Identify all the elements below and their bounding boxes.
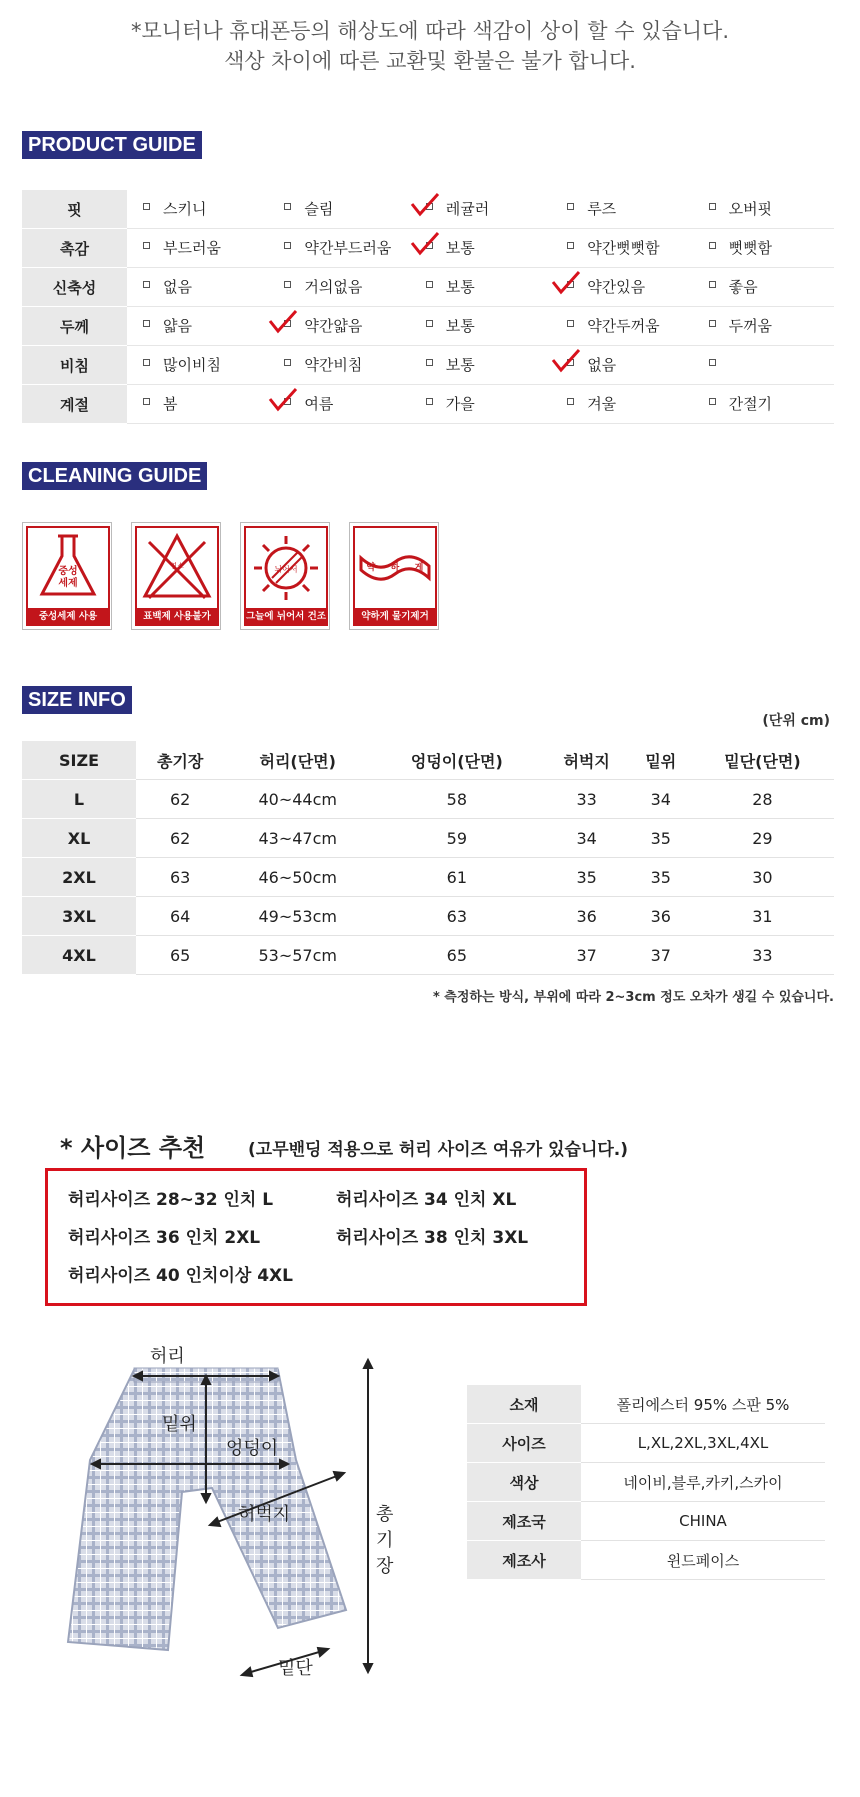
spec-value: CHINA <box>581 1502 825 1541</box>
checkbox-icon <box>143 281 150 288</box>
guide-option <box>693 307 834 346</box>
guide-option <box>268 307 409 346</box>
guide-option-label: 보통 <box>445 278 475 296</box>
guide-option <box>693 385 834 424</box>
guide-option-label: 약간두꺼움 <box>587 317 660 335</box>
gentle-wring-icon <box>355 528 435 608</box>
checkbox-icon <box>143 242 150 249</box>
guide-row <box>22 346 834 385</box>
size-info-table <box>22 741 834 975</box>
guide-option-label: 약간부드러움 <box>304 239 392 257</box>
guide-option-label: 보통 <box>445 239 475 257</box>
guide-option-label: 슬림 <box>304 200 334 218</box>
size-unit: (단위 cm) <box>762 713 830 729</box>
size-cell: 36 <box>543 897 631 936</box>
guide-option-label: 부드러움 <box>163 239 221 257</box>
cleaning-card-neutral-detergent <box>22 522 112 630</box>
shorts-measurement-diagram <box>50 1346 394 1680</box>
guide-option-label: 많이비침 <box>163 356 221 374</box>
size-cell: 65 <box>371 936 542 975</box>
svg-text:세제: 세제 <box>58 578 78 589</box>
guide-option <box>410 229 551 268</box>
cleaning-caption: 그늘에 뉘어서 건조 <box>244 608 328 626</box>
guide-option-label: 뻣뻣함 <box>728 239 773 257</box>
cleaning-caption: 중성세제 사용 <box>26 608 110 626</box>
spec-value: 윈드페이스 <box>581 1541 825 1580</box>
checkbox-icon <box>284 359 291 366</box>
size-cell: 62 <box>136 780 224 819</box>
checkbox-icon <box>143 203 150 210</box>
svg-text:뉘어서: 뉘어서 <box>274 565 298 574</box>
size-column-header: 밑위 <box>631 741 691 780</box>
guide-option-label: 보통 <box>445 317 475 335</box>
checkmark-icon <box>551 270 581 296</box>
checkbox-icon <box>143 398 150 405</box>
checkbox-icon <box>143 359 150 366</box>
spec-value: 폴리에스터 95% 스판 5% <box>581 1385 825 1424</box>
guide-option <box>551 385 692 424</box>
size-label: XL <box>22 819 136 858</box>
recommend-item: 허리사이즈 28~32 인치 L <box>68 1190 274 1210</box>
size-column-header: SIZE <box>22 741 136 780</box>
guide-option-label: 오버핏 <box>728 200 773 218</box>
size-cell: 33 <box>691 936 834 975</box>
svg-text:게: 게 <box>414 563 424 573</box>
guide-row <box>22 385 834 424</box>
checkbox-icon <box>709 203 716 210</box>
size-cell: 29 <box>691 819 834 858</box>
guide-row-label: 두께 <box>22 307 127 346</box>
guide-option <box>127 307 268 346</box>
guide-option-label: 좋음 <box>728 278 758 296</box>
product-spec-table <box>467 1385 825 1580</box>
size-cell: 43~47cm <box>224 819 371 858</box>
size-cell: 35 <box>631 819 691 858</box>
checkbox-icon <box>709 242 716 249</box>
size-column-header: 총기장 <box>136 741 224 780</box>
guide-option <box>410 385 551 424</box>
guide-option <box>127 190 268 229</box>
size-cell: 31 <box>691 897 834 936</box>
checkbox-icon <box>284 203 291 210</box>
size-cell: 28 <box>691 780 834 819</box>
guide-option-label: 없음 <box>163 278 192 296</box>
svg-text:중성: 중성 <box>58 566 78 577</box>
product-guide-table <box>22 190 834 424</box>
cleaning-card-gentle-wring <box>349 522 439 630</box>
diagram-label-rise: 밑위 <box>162 1414 197 1435</box>
spec-row <box>467 1502 825 1541</box>
cleaning-caption: 약하게 물기제거 <box>353 608 437 626</box>
diagram-label-hip: 엉덩이 <box>226 1438 279 1459</box>
spec-row <box>467 1463 825 1502</box>
guide-option <box>693 229 834 268</box>
spec-value: 네이비,블루,카키,스카이 <box>581 1463 825 1502</box>
size-row <box>22 819 834 858</box>
checkbox-icon <box>567 242 574 249</box>
size-cell: 37 <box>631 936 691 975</box>
size-cell: 35 <box>631 858 691 897</box>
checkmark-icon <box>268 387 298 413</box>
size-cell: 36 <box>631 897 691 936</box>
guide-option <box>127 346 268 385</box>
checkbox-icon <box>426 320 433 327</box>
checkmark-icon <box>551 348 581 374</box>
checkbox-icon <box>709 359 716 366</box>
guide-option-label: 약간뻣뻣함 <box>587 239 660 257</box>
cleaning-card-no-bleach <box>131 522 221 630</box>
checkbox-icon <box>426 359 433 366</box>
shorts-illustration <box>50 1350 390 1680</box>
size-footnote: * 측정하는 방식, 부위에 따라 2~3cm 정도 오차가 생길 수 있습니다. <box>432 990 834 1005</box>
guide-option-label: 두꺼움 <box>728 317 773 335</box>
guide-option-label: 얇음 <box>163 317 192 335</box>
guide-row <box>22 307 834 346</box>
recommend-item: 허리사이즈 40 인치이상 4XL <box>68 1266 293 1286</box>
guide-option <box>551 307 692 346</box>
spec-row <box>467 1541 825 1580</box>
spec-value: L,XL,2XL,3XL,4XL <box>581 1424 825 1463</box>
guide-row-label: 신축성 <box>22 268 127 307</box>
guide-option-label: 가을 <box>445 395 475 413</box>
size-cell: 30 <box>691 858 834 897</box>
size-cell: 59 <box>371 819 542 858</box>
guide-option <box>127 229 268 268</box>
guide-option-label: 거의없음 <box>304 278 363 296</box>
size-label: 2XL <box>22 858 136 897</box>
shade-dry-flat-icon <box>246 528 326 608</box>
guide-option <box>551 268 692 307</box>
guide-option <box>551 229 692 268</box>
checkbox-icon <box>426 281 433 288</box>
guide-option-label: 약간비침 <box>304 356 363 374</box>
checkbox-icon <box>284 242 291 249</box>
size-cell: 46~50cm <box>224 858 371 897</box>
guide-row-label: 촉감 <box>22 229 127 268</box>
size-cell: 64 <box>136 897 224 936</box>
guide-option-label: 겨울 <box>587 395 617 413</box>
recommend-item: 허리사이즈 34 인치 XL <box>336 1190 517 1210</box>
guide-row <box>22 268 834 307</box>
diagram-label-thigh: 허벅지 <box>238 1504 291 1525</box>
guide-option <box>410 346 551 385</box>
size-recommend-title: * 사이즈 추천 <box>60 1134 206 1162</box>
cleaning-caption: 표백제 사용불가 <box>135 608 219 626</box>
guide-option-label: 레귤러 <box>445 200 490 218</box>
guide-option-label: 없음 <box>587 356 617 374</box>
checkbox-icon <box>709 320 716 327</box>
size-label: L <box>22 780 136 819</box>
no-bleach-icon <box>137 528 217 608</box>
size-cell: 34 <box>543 819 631 858</box>
product-guide-title: PRODUCT GUIDE <box>22 131 202 159</box>
size-cell: 63 <box>371 897 542 936</box>
guide-row-label: 계절 <box>22 385 127 424</box>
size-cell: 40~44cm <box>224 780 371 819</box>
guide-option <box>693 346 834 385</box>
checkbox-icon <box>709 281 716 288</box>
guide-row-label: 핏 <box>22 190 127 229</box>
guide-option <box>268 385 409 424</box>
spec-label: 색상 <box>467 1463 581 1502</box>
diagram-label-length: 총기장 <box>376 1504 394 1577</box>
guide-option-label: 약간얇음 <box>304 317 363 335</box>
size-cell: 65 <box>136 936 224 975</box>
checkbox-icon <box>143 320 150 327</box>
checkbox-icon <box>284 281 291 288</box>
size-cell: 33 <box>543 780 631 819</box>
guide-option <box>551 190 692 229</box>
size-info-title: SIZE INFO <box>22 686 132 714</box>
diagram-label-hem: 밑단 <box>278 1658 313 1679</box>
guide-option-label: 루즈 <box>587 200 617 218</box>
checkbox-icon <box>567 320 574 327</box>
guide-option <box>410 268 551 307</box>
svg-text:약: 약 <box>366 563 376 573</box>
size-recommend-subtitle: (고무밴딩 적용으로 허리 사이즈 여유가 있습니다.) <box>248 1140 629 1160</box>
checkbox-icon <box>567 203 574 210</box>
guide-option-label: 스키니 <box>163 200 207 218</box>
checkmark-icon <box>410 192 440 218</box>
checkmark-icon <box>410 231 440 257</box>
guide-option <box>551 346 692 385</box>
guide-option <box>127 268 268 307</box>
guide-option <box>127 385 268 424</box>
guide-option-label: 봄 <box>163 395 178 413</box>
svg-text:하: 하 <box>390 563 400 573</box>
guide-option <box>410 190 551 229</box>
guide-row <box>22 190 834 229</box>
size-row <box>22 936 834 975</box>
size-cell: 49~53cm <box>224 897 371 936</box>
neutral-detergent-icon <box>28 528 108 608</box>
checkmark-icon <box>268 309 298 335</box>
guide-row-label: 비침 <box>22 346 127 385</box>
color-notice-line1: *모니터나 휴대폰등의 해상도에 따라 색감이 상이 할 수 있습니다. <box>130 19 729 43</box>
size-cell: 63 <box>136 858 224 897</box>
cleaning-card-shade-dry <box>240 522 330 630</box>
color-notice-line2: 색상 차이에 따른 교환및 환불은 불가 합니다. <box>224 49 636 73</box>
guide-option <box>268 229 409 268</box>
size-column-header: 엉덩이(단면) <box>371 741 542 780</box>
spec-label: 소재 <box>467 1385 581 1424</box>
size-recommend-box <box>45 1168 587 1306</box>
size-cell: 61 <box>371 858 542 897</box>
svg-text:염소: 염소 <box>170 562 184 570</box>
size-label: 4XL <box>22 936 136 975</box>
spec-label: 사이즈 <box>467 1424 581 1463</box>
guide-row <box>22 229 834 268</box>
size-table-header <box>22 741 834 780</box>
diagram-label-waist: 허리 <box>150 1346 185 1367</box>
size-label: 3XL <box>22 897 136 936</box>
size-cell: 58 <box>371 780 542 819</box>
guide-option <box>268 346 409 385</box>
size-cell: 34 <box>631 780 691 819</box>
guide-option <box>268 190 409 229</box>
spec-label: 제조사 <box>467 1541 581 1580</box>
spec-row <box>467 1424 825 1463</box>
guide-option <box>268 268 409 307</box>
size-cell: 53~57cm <box>224 936 371 975</box>
spec-label: 제조국 <box>467 1502 581 1541</box>
guide-option-label: 보통 <box>445 356 475 374</box>
size-column-header: 허벅지 <box>543 741 631 780</box>
guide-option-label: 간절기 <box>728 395 773 413</box>
size-cell: 35 <box>543 858 631 897</box>
checkbox-icon <box>426 398 433 405</box>
size-cell: 37 <box>543 936 631 975</box>
size-column-header: 허리(단면) <box>224 741 371 780</box>
size-row <box>22 858 834 897</box>
spec-row <box>467 1385 825 1424</box>
size-column-header: 밑단(단면) <box>691 741 834 780</box>
size-cell: 62 <box>136 819 224 858</box>
recommend-item: 허리사이즈 36 인치 2XL <box>68 1228 261 1248</box>
checkbox-icon <box>709 398 716 405</box>
guide-option <box>410 307 551 346</box>
checkbox-icon <box>567 398 574 405</box>
recommend-item: 허리사이즈 38 인치 3XL <box>336 1228 529 1248</box>
cleaning-guide-title: CLEANING GUIDE <box>22 462 207 490</box>
size-row <box>22 897 834 936</box>
size-row <box>22 780 834 819</box>
guide-option-label: 약간있음 <box>587 278 646 296</box>
guide-option-label: 여름 <box>304 395 334 413</box>
guide-option <box>693 190 834 229</box>
guide-option <box>693 268 834 307</box>
